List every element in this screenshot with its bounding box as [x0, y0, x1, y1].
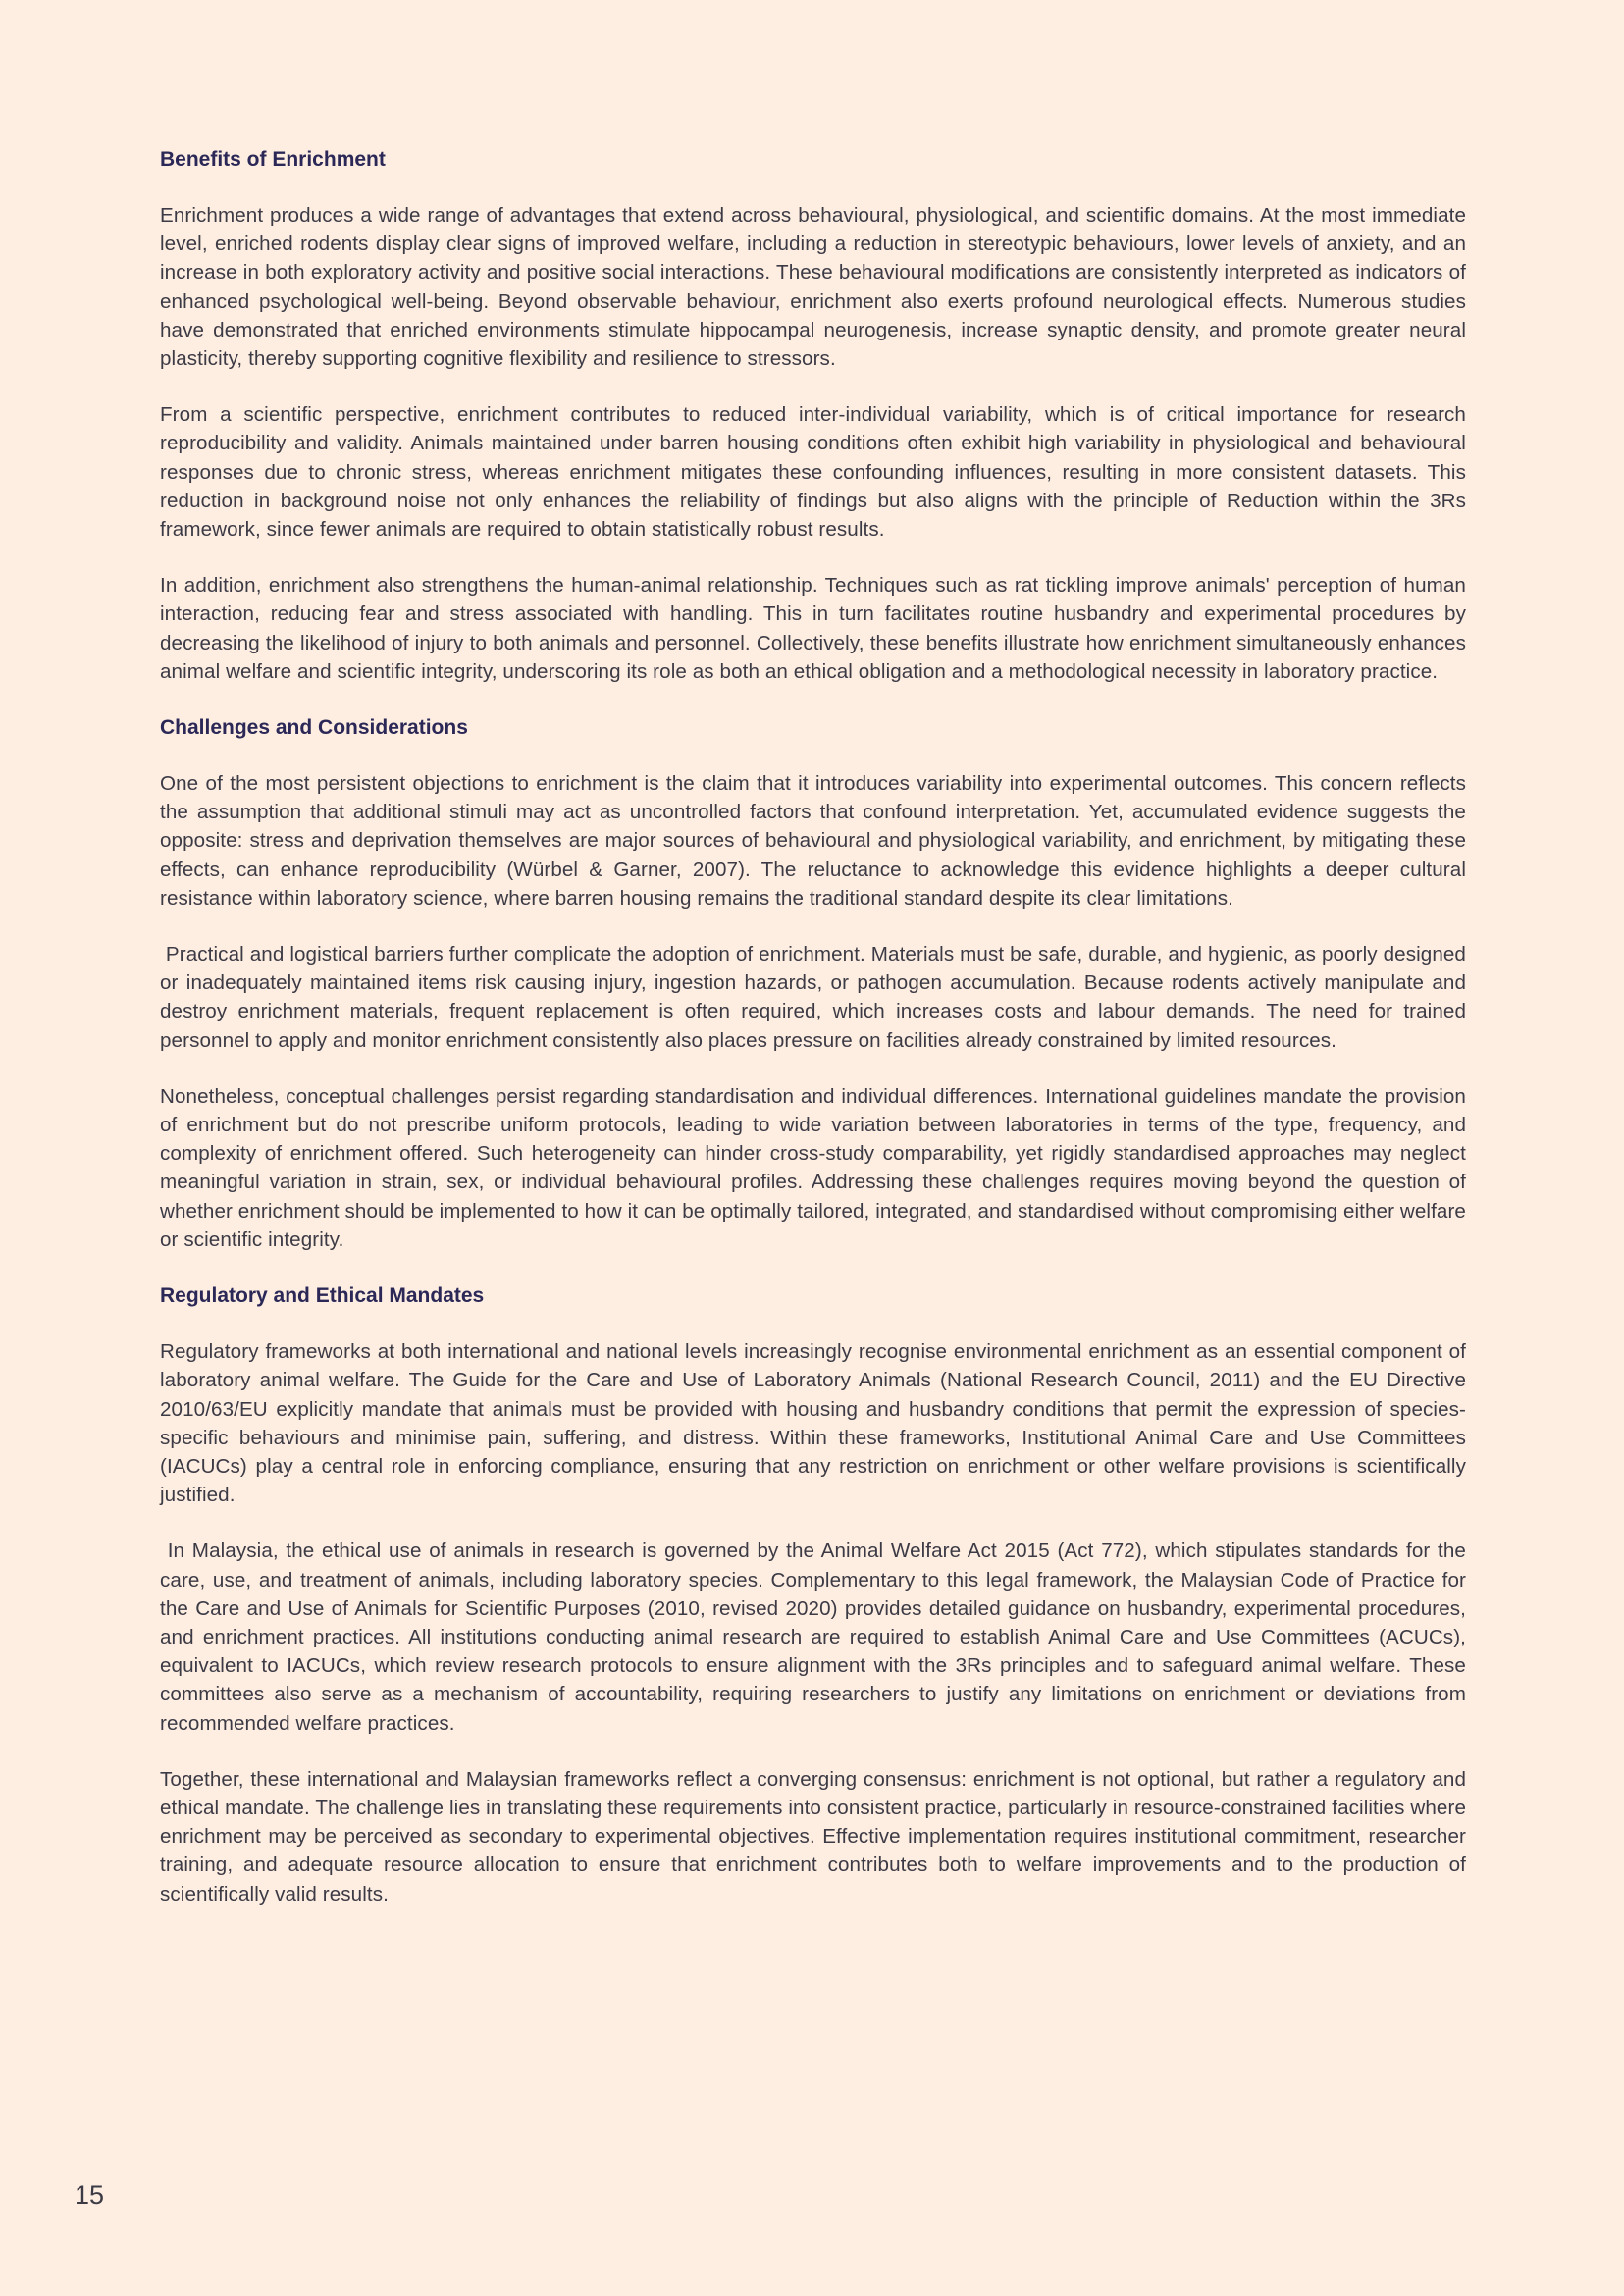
page-number: 15 — [75, 2180, 105, 2210]
body-paragraph: Together, these international and Malaysian frameworks reflect a converging consensus: enrichment is not optional, but rather a regulatory and ethical mandate. The challenge lies in translating these requirements into consistent practice, particularly in resource-constrained facilities where enrichment may be perceived as secondary to experimental objectives. Effective implementation requires institutional commitment, researcher training, and adequate resource allocation to ensure that enrichment contributes both to welfare improvements and to the production of scientifically valid results. — [160, 1767, 1466, 1905]
document-body — [160, 145, 1466, 1908]
body-paragraph: In Malaysia, the ethical use of animals in research is governed by the Animal Welfare Act 2015 (Act 772), which stipulates standards for the care, use, and treatment of animals, including laboratory species. Complementary to this legal framework, the Malaysian Code of Practice for the Care and Use of Animals for Scientific Purposes (2010, revised 2020) provides detailed guidance on husbandry, experimental procedures, and enrichment practices. All institutions conducting animal research are required to establish Animal Care and Use Committees (ACUCs), equivalent to IACUCs, which review research protocols to ensure alignment with the 3Rs principles and to safeguard animal welfare. These committees also serve as a mechanism of accountability, requiring researchers to justify any limitations on enrichment or deviations from recommended welfare practices. — [160, 1539, 1466, 1735]
section-heading: Benefits of Enrichment — [160, 148, 386, 171]
section-heading: Regulatory and Ethical Mandates — [160, 1284, 485, 1308]
body-paragraph: Regulatory frameworks at both international and national levels increasingly recognise environmental enrichment as an essential component of laboratory animal welfare. The Guide for the Care and Use of Laboratory Animals (National Research Council, 2011) and the EU Directive 2010/63/EU explicitly mandate that animals must be provided with housing and husbandry conditions that permit the expression of species-specific behaviours and minimise pain, suffering, and distress. Within these frameworks, Institutional Animal Care and Use Committees (IACUCs) play a central role in enforcing compliance, ensuring that any restriction on enrichment or other welfare provisions is scientifically justified. — [160, 1340, 1466, 1507]
section-heading: Challenges and Considerations — [160, 716, 468, 740]
body-paragraph: Enrichment produces a wide range of advantages that extend across behavioural, physiological, and scientific domains. At the most immediate level, enriched rodents display clear signs of improved welfare, including a reduction in stereotypic behaviours, lower levels of anxiety, and an increase in both exploratory activity and positive social interactions. These behavioural modifications are consistently interpreted as indicators of enhanced psychological well-being. Beyond observable behaviour, enrichment also exerts profound neurological effects. Numerous studies have demonstrated that enriched environments stimulate hippocampal neurogenesis, increase synaptic density, and promote greater neural plasticity, thereby supporting cognitive flexibility and resilience to stressors. — [160, 204, 1466, 371]
body-paragraph: Nonetheless, conceptual challenges persist regarding standardisation and individual differences. International guidelines mandate the provision of enrichment but do not prescribe uniform protocols, leading to wide variation between laboratories in terms of the type, frequency, and complexity of enrichment offered. Such heterogeneity can hinder cross-study comparability, yet rigidly standardised approaches may neglect meaningful variation in strain, sex, or individual behavioural profiles. Addressing these challenges requires moving beyond the question of whether enrichment should be implemented to how it can be optimally tailored, integrated, and standardised without compromising either welfare or scientific integrity. — [160, 1084, 1466, 1251]
body-paragraph: Practical and logistical barriers further complicate the adoption of enrichment. Materials must be safe, durable, and hygienic, as poorly designed or inadequately maintained items risk causing injury, ingestion hazards, or pathogen accumulation. Because rodents actively manipulate and destroy enrichment materials, frequent replacement is often required, which increases costs and labour demands. The need for trained personnel to apply and monitor enrichment consistently also places pressure on facilities already constrained by limited resources. — [160, 943, 1466, 1052]
body-paragraph: From a scientific perspective, enrichment contributes to reduced inter-individual variability, which is of critical importance for research reproducibility and validity. Animals maintained under barren housing conditions often exhibit high variability in physiological and behavioural responses due to chronic stress, whereas enrichment mitigates these confounding influences, resulting in more consistent datasets. This reduction in background noise not only enhances the reliability of findings but also aligns with the principle of Reduction within the 3Rs framework, since fewer animals are required to obtain statistically robust results. — [160, 403, 1466, 542]
body-paragraph: One of the most persistent objections to enrichment is the claim that it introduces variability into experimental outcomes. This concern reflects the assumption that additional stimuli may act as uncontrolled factors that confound interpretation. Yet, accumulated evidence suggests the opposite: stress and deprivation themselves are major sources of behavioural and physiological variability, and enrichment, by mitigating these effects, can enhance reproducibility (Würbel & Garner, 2007). The reluctance to acknowledge this evidence highlights a deeper cultural resistance within laboratory science, where barren housing remains the traditional standard despite its clear limitations. — [160, 772, 1466, 910]
body-paragraph: In addition, enrichment also strengthens the human-animal relationship. Techniques such as rat tickling improve animals' perception of human interaction, reducing fear and stress associated with handling. This in turn facilitates routine husbandry and experimental procedures by decreasing the likelihood of injury to both animals and personnel. Collectively, these benefits illustrate how enrichment simultaneously enhances animal welfare and scientific integrity, underscoring its role as both an ethical obligation and a methodological necessity in laboratory practice. — [160, 574, 1466, 683]
